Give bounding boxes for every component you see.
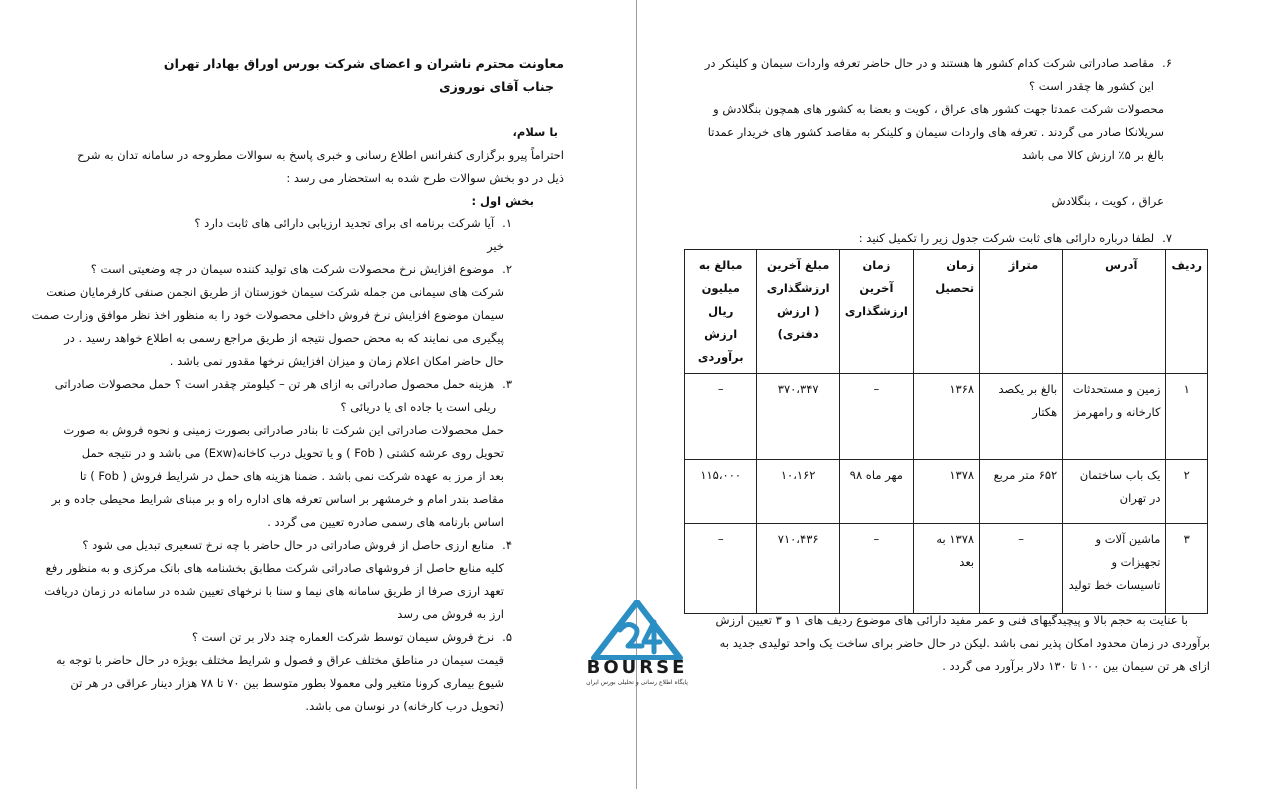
table-cell: ماشین آلات و تجهیزات و تاسیسات خط تولید xyxy=(1063,524,1166,614)
answer-3-line: اساس بارنامه های رسمی صادره تعیین می گردد . xyxy=(267,515,504,529)
closing-paragraph xyxy=(700,609,1210,678)
table-cell: ۶۵۲ متر مربع xyxy=(980,460,1063,524)
answer-3-line: بعد از مرز به عهده شرکت نمی باشد . ضمنا هزینه های حمل در شرایط فروش ( Fob ) تا xyxy=(79,469,504,483)
answer-6-line: سریلانکا صادر می گردند . تعرفه های واردات سیمان و کلینکر به مقاصد کشور های خریدار عمدتا xyxy=(707,125,1164,139)
table-cell: بالغ بر یکصد هکتار xyxy=(980,374,1063,460)
answer-2 xyxy=(31,281,564,373)
table-cell: – xyxy=(839,524,913,614)
fixed-assets-table xyxy=(684,249,1208,614)
table-cell: ۳ xyxy=(1166,524,1208,614)
answer-3-line: مقاصد بندر امام و خرمشهر بر اساس تعرفه های اداره راه و بر مبنای شرایط محیطی جاده و بر xyxy=(51,492,504,506)
answer-6-line: بالغ بر ۵٪ ارزش کالا می باشد xyxy=(1021,148,1164,162)
table-header-row xyxy=(685,250,1208,374)
table-cell: ۱ xyxy=(1166,374,1208,460)
table-cell: ۷۱۰،۴۳۶ xyxy=(757,524,840,614)
question-3 xyxy=(54,373,564,419)
answer-2-line: سیمان موضوع افزایش نرخ فروش داخلی محصولات خود را به منظور اخذ نظر موافق وزارت صمت xyxy=(31,308,504,322)
table-header-cell: مبالغ به میلیون ریال ارزش برآوردی xyxy=(685,250,757,374)
answer-2-line: پیگیری می نمایند که به محض حصول نتیجه از طریق مراجع رسمی به اطلاع خواهد رسید . در xyxy=(64,331,504,345)
bourse24-logo xyxy=(582,600,692,692)
q6-number: ۶. xyxy=(1162,56,1172,70)
answer-5 xyxy=(56,649,564,718)
section-title: بخش اول : xyxy=(471,194,534,208)
closing-line: ازای هر تن سیمان بین ۱۰۰ تا ۱۳۰ دلار برآورد می گردد . xyxy=(942,659,1210,673)
answer-6-line: محصولات شرکت عمدتا جهت کشور های عراق ، کویت و بعضا به کشور های همچون بنگلادش و xyxy=(713,102,1164,116)
question-5 xyxy=(60,626,564,649)
question-6 xyxy=(700,52,1172,98)
answer-6 xyxy=(700,98,1172,167)
table-cell: زمین و مستحدثات کارخانه و رامهرمز xyxy=(1063,374,1166,460)
right-page xyxy=(700,52,1172,213)
question-1 xyxy=(60,212,564,235)
answer-5-line: (تحویل درب کارخانه) در نوسان می باشد. xyxy=(305,699,504,713)
table-header-cell: مبلغ آخرین ارزشگذاری ( ارزش دفتری) xyxy=(757,250,840,374)
table-row xyxy=(685,524,1208,614)
table-header-cell: متراژ xyxy=(980,250,1063,374)
answer-6-countries: عراق ، کویت ، بنگلادش xyxy=(1051,194,1164,208)
logo-word: BOURSE xyxy=(586,657,688,678)
q7-number: ۷. xyxy=(1162,231,1172,245)
q5-text: نرخ فروش سیمان توسط شرکت العماره چند دلار بر تن است ؟ xyxy=(191,630,495,644)
answer-3-line: حمل محصولات صادراتی این شرکت تا بنادر صادراتی بصورت زمینی و نحوه فروش به صورت xyxy=(63,423,504,437)
table-header-cell: زمان تحصیل xyxy=(913,250,979,374)
logo-triangle-icon xyxy=(582,600,692,660)
question-4 xyxy=(60,534,564,557)
table-header-cell: زمان آخرین ارزشگذاری xyxy=(839,250,913,374)
table-cell: ۱۰،۱۶۲ xyxy=(757,460,840,524)
q2-text: موضوع افزایش نرخ محصولات شرکت های تولید کننده سیمان در چه وضعیتی است ؟ xyxy=(90,262,495,276)
question-7 xyxy=(700,227,1172,250)
answer-5-line: قیمت سیمان در مناطق مختلف عراق و فصول و شرایط مختلف بویژه در حال حاضر با توجه به xyxy=(56,653,504,667)
logo-tagline: پایگاه اطلاع رسانی و تحلیلی بورس ایران xyxy=(586,679,688,686)
answer-2-line: شرکت های سیمانی من جمله شرکت سیمان خوزستان از طریق انجمن صنفی کارفرمایان صنعت xyxy=(46,285,504,299)
closing-line: برآوردی در زمان محدود امکان پذیر نمی باشد .لیکن در حال حاضر برای ساخت یک واحد تولیدی جدید به xyxy=(719,636,1210,650)
recipient-line-2: جناب آقای نوروزی xyxy=(439,79,554,94)
table-cell: ۲ xyxy=(1166,460,1208,524)
q3-text: هزینه حمل محصول صادراتی به ازای هر تن – کیلومتر چقدر است ؟ حمل محصولات صادراتی xyxy=(54,377,495,391)
q5-number: ۵. xyxy=(502,630,512,644)
q4-text: منابع ارزی حاصل از فروش صادراتی در حال حاضر با چه نرخ تسعیری تبدیل می شود ؟ xyxy=(82,538,495,552)
table-cell: ۱۳۷۸ به بعد xyxy=(913,524,979,614)
q1-number: ۱. xyxy=(502,216,512,230)
table-cell: ۳۷۰،۳۴۷ xyxy=(757,374,840,460)
intro-line-1: احتراماً پیرو برگزاری کنفرانس اطلاع رسانی و خبری پاسخ به سوالات مطروحه در سامانه تدان به شرح xyxy=(77,148,564,162)
table-cell: – xyxy=(685,524,757,614)
greeting: با سلام، xyxy=(512,125,558,139)
table-cell: – xyxy=(980,524,1063,614)
left-page xyxy=(31,52,564,718)
table-cell: ۱۳۷۸ xyxy=(913,460,979,524)
q6-text: مقاصد صادراتی شرکت کدام کشور ها هستند و در حال حاضر تعرفه واردات سیمان و کلینکر در xyxy=(704,56,1155,70)
q3-number: ۳. xyxy=(502,377,512,391)
q4-number: ۴. xyxy=(502,538,512,552)
table-row xyxy=(685,374,1208,460)
table-cell: – xyxy=(839,374,913,460)
table-header-cell: آدرس xyxy=(1063,250,1166,374)
closing-line: با عنایت به حجم بالا و پیچیدگیهای فنی و عمر مفید دارائی های موضوع ردیف های ۱ و ۳ تعیین ارزش xyxy=(715,613,1188,627)
q2-number: ۲. xyxy=(502,262,512,276)
q1-text: آیا شرکت برنامه ای برای تجدید ارزیابی دارائی های ثابت دارد ؟ xyxy=(194,216,495,230)
intro-line-2: ذیل در دو بخش سوالات طرح شده به استحضار می رسد : xyxy=(286,171,564,185)
answer-5-line: شیوع بیماری کرونا متغیر ولی معمولا بطور متوسط بین ۷۰ تا ۷۸ هزار دینار عراقی در هر تن xyxy=(70,676,504,690)
answer-1: خیر xyxy=(487,239,504,253)
q7-text: لطفا درباره دارائی های ثابت شرکت جدول زیر را تکمیل کنید : xyxy=(858,231,1155,245)
answer-4 xyxy=(44,557,564,626)
table-row xyxy=(685,460,1208,524)
q6-text-cont: این کشور ها چقدر است ؟ xyxy=(1029,79,1154,93)
table-cell: مهر ماه ۹۸ xyxy=(839,460,913,524)
answer-3 xyxy=(51,419,564,534)
answer-3-line: تحویل روی عرشه کشتی ( Fob ) و یا تحویل درب کاخانه(Exw) می باشد و در نتیجه حمل xyxy=(81,446,504,460)
table-cell: – xyxy=(685,374,757,460)
answer-4-line: تعهد ارزی صرفا از طریق سامانه های نیما و سنا با نرخهای تعیین شده در سامانه در زمان دریافت xyxy=(44,584,504,598)
table-cell: یک باب ساختمان در تهران xyxy=(1063,460,1166,524)
table-header-cell: ردیف xyxy=(1166,250,1208,374)
answer-4-line: کلیه منابع حاصل از فروشهای صادراتی شرکت مطابق بخشنامه های بانک مرکزی و به منظور رفع xyxy=(45,561,504,575)
answer-4-line: ارز به فروش می رسد xyxy=(397,607,504,621)
q3-text-cont: ریلی است یا جاده ای یا دریائی ؟ xyxy=(340,400,496,414)
recipient-line-1: معاونت محترم ناشران و اعضای شرکت بورس اوراق بهادار تهران xyxy=(163,56,564,71)
table-cell: ۱۱۵،۰۰۰ xyxy=(685,460,757,524)
question-2 xyxy=(60,258,564,281)
table-cell: ۱۳۶۸ xyxy=(913,374,979,460)
answer-2-line: حال حاضر امکان اعلام زمان و میزان افزایش نرخها مقدور نمی باشد . xyxy=(169,354,504,368)
